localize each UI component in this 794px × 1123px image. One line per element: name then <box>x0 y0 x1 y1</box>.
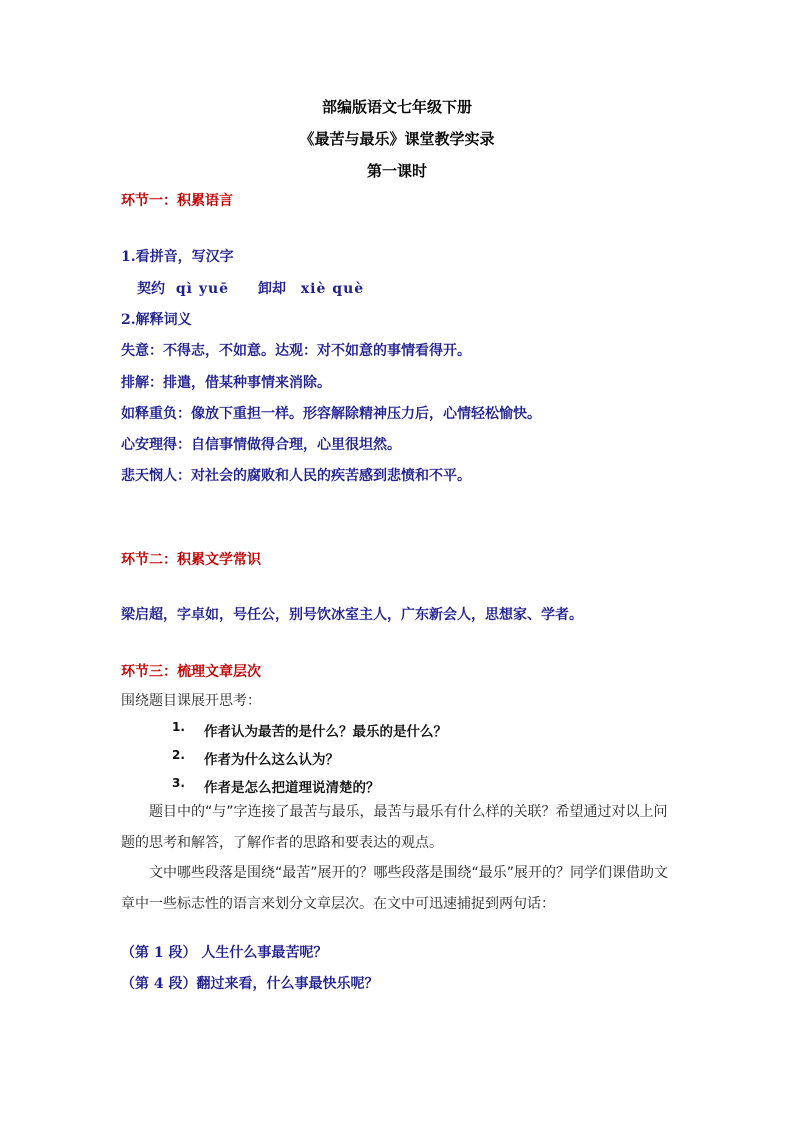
section2-content: 梁启超，字卓如，号任公，别号饮冰室主人，广东新会人，思想家、学者。 <box>121 607 583 623</box>
question-item <box>0 720 794 740</box>
question-text: 作者为什么这么认为？ <box>204 752 339 768</box>
question-number: 3. <box>172 776 185 790</box>
pinyin-word2: 卸却 <box>257 281 286 297</box>
definition-line: 失意：不得志，不如意。达观：对不如意的事情看得开。 <box>121 343 471 359</box>
pinyin-line <box>137 278 364 298</box>
question-number: 1. <box>172 720 185 734</box>
doc-title-line2: 《最苦与最乐》课堂教学实录 <box>299 130 495 148</box>
doc-title-line1: 部编版语文七年级下册 <box>321 98 472 116</box>
paragraph-1: 题目中的“与”字连接了最苦与最乐，最苦与最乐有什么样的关联？希望通过对以上问题的思考和解答，了解作者的思路和要表达的观点。 <box>121 804 668 851</box>
section1-title: 环节一：积累语言 <box>121 193 233 209</box>
question-item <box>0 748 794 768</box>
definition-line: 如释重负：像放下重担一样。形容解除精神压力后，心情轻松愉快。 <box>121 406 541 422</box>
pinyin-2: xiè què <box>300 281 365 297</box>
pinyin-1: qì yuē <box>175 281 230 297</box>
question-text: 作者认为最苦的是什么？最乐的是什么？ <box>204 724 447 740</box>
quote-line-2: （第 4 段）翻过来看，什么事最快乐呢？ <box>121 976 379 992</box>
pinyin-word1: 契约 <box>137 281 165 297</box>
definition-line: 心安理得：自信事情做得合理，心里很坦然。 <box>121 437 401 453</box>
question-number: 2. <box>172 748 185 762</box>
section3-title: 环节三：梳理文章层次 <box>121 664 261 680</box>
section3-intro: 围绕题目课展开思考： <box>121 693 261 709</box>
quote-line-1: （第 1 段） 人生什么事最苦呢？ <box>121 945 328 961</box>
item1-title: 1.看拼音，写汉字 <box>121 249 234 265</box>
section2-title: 环节二：积累文学常识 <box>121 552 261 568</box>
question-text: 作者是怎么把道理说清楚的？ <box>204 780 380 796</box>
question-item <box>0 776 794 796</box>
doc-title-line3: 第一课时 <box>366 162 427 180</box>
paragraph-2: 文中哪些段落是围绕“最苦”展开的？哪些段落是围绕“最乐”展开的？同学们课借助文章中一些标志性的语言来划分文章层次。在文中可迅速捕捉到两句话： <box>121 865 669 912</box>
definition-line: 悲天悯人：对社会的腐败和人民的疾苦感到悲愤和不平。 <box>121 468 471 484</box>
item2-title: 2.解释词义 <box>121 312 192 328</box>
definition-line: 排解：排遣，借某种事情来消除。 <box>121 375 331 391</box>
